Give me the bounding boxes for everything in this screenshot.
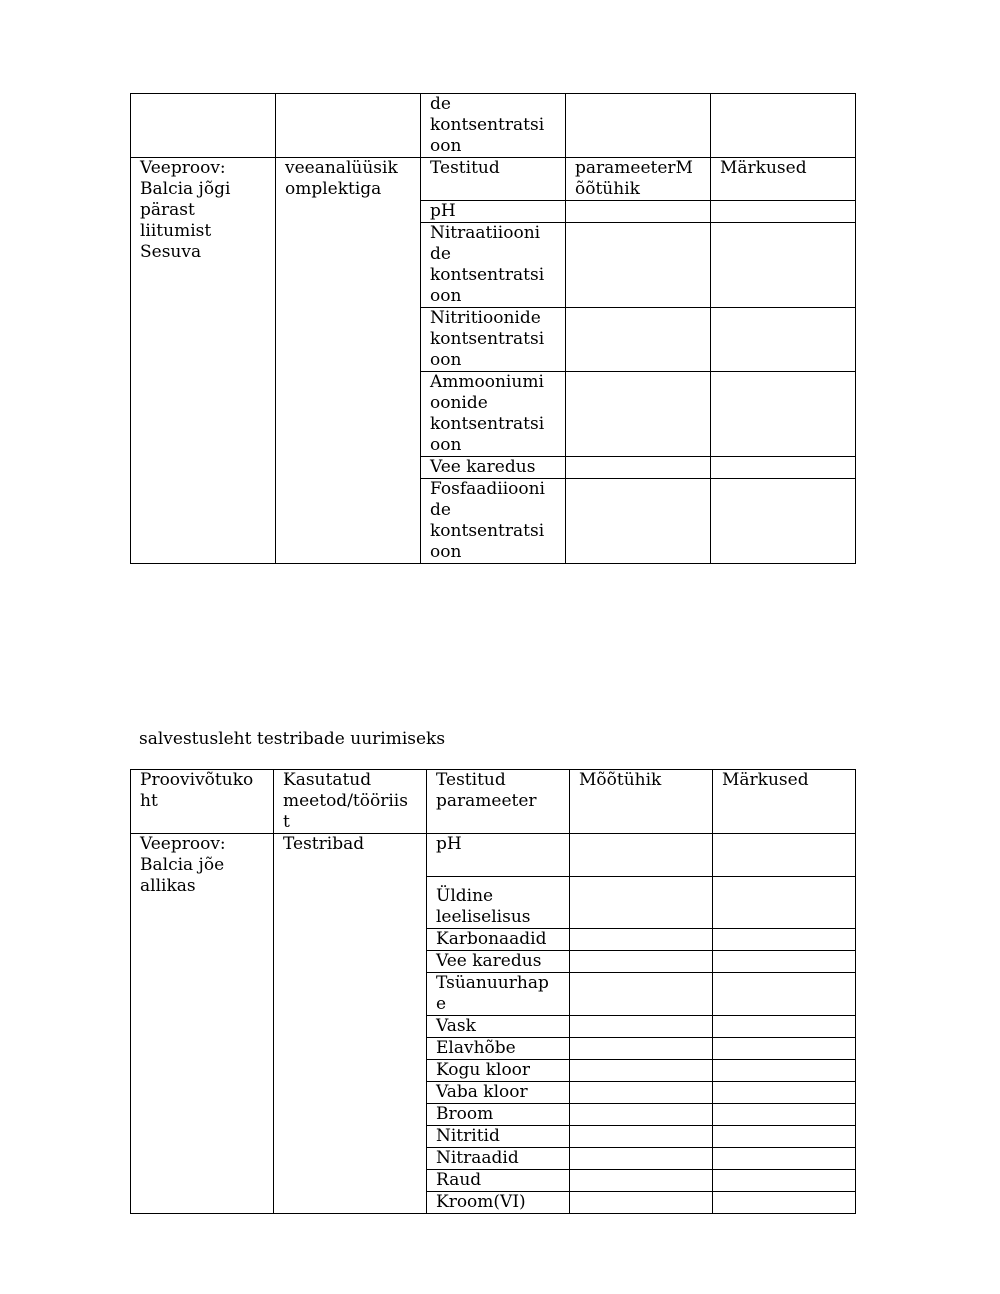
notes-cell [713,929,856,951]
notes-cell [713,1038,856,1060]
section-caption: salvestusleht testribade uurimiseks [139,729,446,749]
method-cell: Testribad [274,834,427,1214]
parameter-cell: Vee karedus [421,457,566,479]
value-cell [566,308,711,372]
value-cell [570,1016,713,1038]
parameter-cell: Broom [427,1104,570,1126]
table-cell [276,94,421,158]
parameter-cell: Elavhõbe [427,1038,570,1060]
notes-cell [713,877,856,929]
parameter-cell: Karbonaadid [427,929,570,951]
notes-cell [713,1060,856,1082]
header-cell: Märkused [711,158,856,201]
value-cell [570,1104,713,1126]
notes-cell [713,1148,856,1170]
parameter-cell: Üldine leeliselisus [427,877,570,929]
header-cell: parameeterM õõtühik [566,158,711,201]
parameter-cell: Vaba kloor [427,1082,570,1104]
value-cell [570,1148,713,1170]
value-cell [570,929,713,951]
notes-cell [711,457,856,479]
header-cell: Testitud parameeter [427,770,570,834]
notes-cell [713,1126,856,1148]
table-cell: de kontsentratsi oon [421,94,566,158]
table-row [131,834,856,877]
method-cell: veeanalüüsik omplektiga [276,158,421,564]
header-cell: Märkused [713,770,856,834]
parameter-cell: Tsüanuurhap e [427,973,570,1016]
parameter-cell: Nitraatiiooni de kontsentratsi oon [421,223,566,308]
sample-cell: Veeproov: Balcia jõe allikas [131,834,274,1214]
value-cell [570,1126,713,1148]
parameter-cell: Nitritid [427,1126,570,1148]
parameter-cell: Vask [427,1016,570,1038]
table-cell [131,94,276,158]
table-row [131,94,856,158]
parameter-cell: Ammooniumi oonide kontsentratsi oon [421,372,566,457]
header-cell: Kasutatud meetod/tööriis t [274,770,427,834]
value-cell [566,201,711,223]
notes-cell [711,201,856,223]
notes-cell [713,1170,856,1192]
parameter-cell: Kroom(VI) [427,1192,570,1214]
value-cell [570,1082,713,1104]
value-cell [566,457,711,479]
value-cell [570,834,713,877]
notes-cell [713,1192,856,1214]
value-cell [566,372,711,457]
value-cell [570,973,713,1016]
header-cell: Testitud [421,158,566,201]
parameter-cell: Fosfaadiiooni de kontsentratsi oon [421,479,566,564]
parameter-cell: pH [427,834,570,877]
notes-cell [713,1104,856,1126]
value-cell [570,951,713,973]
value-cell [570,1170,713,1192]
notes-cell [713,951,856,973]
notes-cell [713,834,856,877]
notes-cell [711,479,856,564]
notes-cell [711,308,856,372]
parameter-cell: Nitritioonide kontsentratsi oon [421,308,566,372]
table-cell [711,94,856,158]
sample-cell: Veeproov: Balcia jõgi pärast liitumist Sesuva [131,158,276,564]
value-cell [570,877,713,929]
table-row [131,158,856,201]
value-cell [566,223,711,308]
value-cell [566,479,711,564]
notes-cell [713,1016,856,1038]
value-cell [570,1038,713,1060]
notes-cell [711,372,856,457]
parameter-cell: pH [421,201,566,223]
notes-cell [713,973,856,1016]
value-cell [570,1060,713,1082]
value-cell [570,1192,713,1214]
parameter-cell: Kogu kloor [427,1060,570,1082]
measurement-table-1 [130,93,856,564]
notes-cell [711,223,856,308]
table-cell [566,94,711,158]
parameter-cell: Nitraadid [427,1148,570,1170]
parameter-cell: Raud [427,1170,570,1192]
header-cell: Mõõtühik [570,770,713,834]
parameter-cell: Vee karedus [427,951,570,973]
table-header-row [131,770,856,834]
notes-cell [713,1082,856,1104]
header-cell: Proovivõtuko ht [131,770,274,834]
measurement-table-2 [130,769,856,1214]
